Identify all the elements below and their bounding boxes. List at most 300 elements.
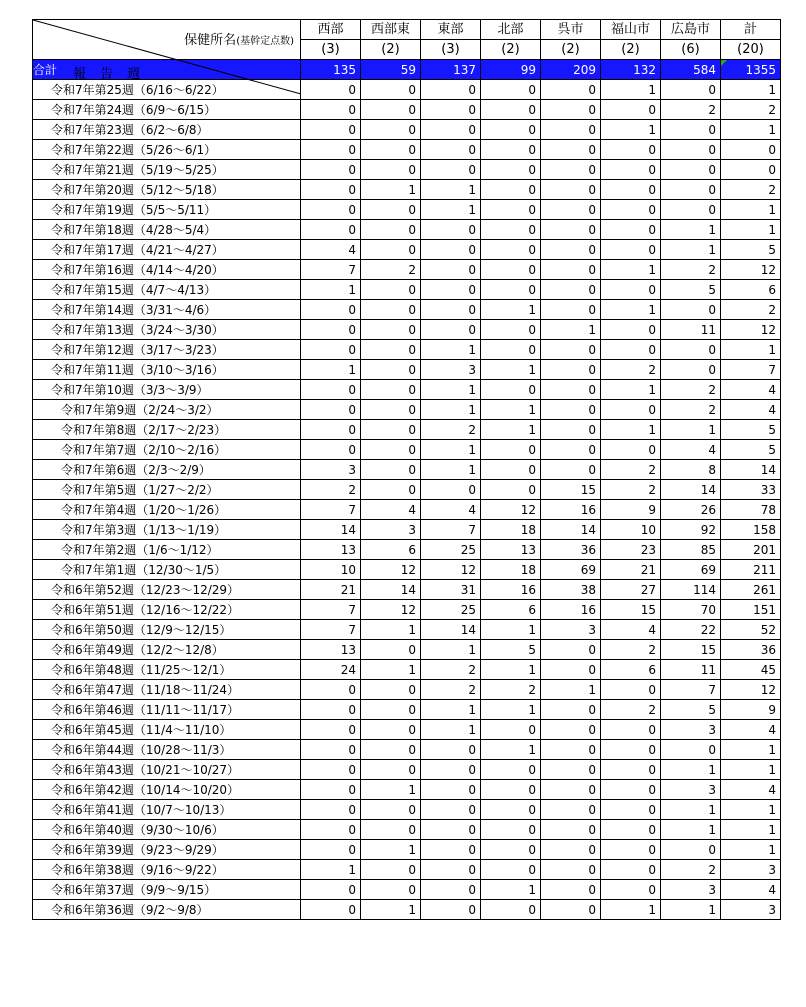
week-label: 令和6年第51週（12/16～12/22） [33, 600, 301, 620]
count-cell: 0 [301, 760, 361, 780]
count-cell: 0 [481, 340, 541, 360]
count-cell: 0 [481, 120, 541, 140]
count-cell: 0 [601, 780, 661, 800]
count-cell: 10 [301, 560, 361, 580]
count-cell: 0 [661, 180, 721, 200]
count-cell: 0 [421, 900, 481, 920]
count-cell: 0 [481, 280, 541, 300]
count-cell: 2 [661, 400, 721, 420]
col-header-name: 広島市 [661, 20, 721, 40]
count-cell: 2 [481, 680, 541, 700]
count-cell: 36 [721, 640, 781, 660]
count-cell: 1 [421, 640, 481, 660]
count-cell: 0 [721, 140, 781, 160]
table-row [33, 200, 781, 220]
col-header-count: (2) [361, 40, 421, 60]
count-cell: 2 [421, 660, 481, 680]
count-cell: 0 [421, 100, 481, 120]
week-label: 令和7年第18週（4/28～5/4） [33, 220, 301, 240]
count-cell: 0 [541, 740, 601, 760]
count-cell: 1 [721, 840, 781, 860]
count-cell: 1 [481, 740, 541, 760]
count-cell: 1 [601, 900, 661, 920]
count-cell: 1 [721, 800, 781, 820]
count-cell: 0 [361, 640, 421, 660]
count-cell: 1 [721, 200, 781, 220]
count-cell: 2 [421, 420, 481, 440]
count-cell: 2 [721, 180, 781, 200]
count-cell: 0 [481, 140, 541, 160]
count-cell: 1 [421, 440, 481, 460]
header-row-names [33, 20, 781, 40]
count-cell: 1 [301, 860, 361, 880]
count-cell: 9 [721, 700, 781, 720]
count-cell: 11 [661, 660, 721, 680]
total-cell: 132 [601, 60, 661, 80]
count-cell: 1 [301, 280, 361, 300]
table-row [33, 600, 781, 620]
count-cell: 211 [721, 560, 781, 580]
count-cell: 1 [361, 900, 421, 920]
week-label: 令和6年第37週（9/9～9/15） [33, 880, 301, 900]
count-cell: 0 [361, 720, 421, 740]
week-label: 令和6年第52週（12/23～12/29） [33, 580, 301, 600]
count-cell: 1 [421, 720, 481, 740]
count-cell: 2 [721, 100, 781, 120]
count-cell: 0 [601, 800, 661, 820]
count-cell: 15 [601, 600, 661, 620]
table-row [33, 740, 781, 760]
count-cell: 0 [541, 180, 601, 200]
week-label: 令和6年第44週（10/28～11/3） [33, 740, 301, 760]
count-cell: 0 [361, 340, 421, 360]
count-cell: 1 [541, 680, 601, 700]
count-cell: 1 [481, 300, 541, 320]
count-cell: 21 [301, 580, 361, 600]
count-cell: 0 [421, 860, 481, 880]
count-cell: 0 [541, 200, 601, 220]
table-row [33, 260, 781, 280]
count-cell: 0 [541, 660, 601, 680]
count-cell: 7 [661, 680, 721, 700]
count-cell: 2 [421, 680, 481, 700]
count-cell: 0 [541, 400, 601, 420]
count-cell: 0 [601, 240, 661, 260]
count-cell: 8 [661, 460, 721, 480]
count-cell: 0 [301, 100, 361, 120]
count-cell: 0 [541, 120, 601, 140]
corner-top-text: 保健所名 [184, 33, 237, 48]
count-cell: 0 [481, 800, 541, 820]
count-cell: 0 [481, 180, 541, 200]
count-cell: 1 [421, 460, 481, 480]
count-cell: 13 [481, 540, 541, 560]
table-row [33, 160, 781, 180]
count-cell: 0 [361, 220, 421, 240]
count-cell: 16 [481, 580, 541, 600]
count-cell: 7 [301, 600, 361, 620]
count-cell: 0 [481, 160, 541, 180]
count-cell: 0 [481, 480, 541, 500]
week-label: 令和6年第49週（12/2～12/8） [33, 640, 301, 660]
count-cell: 25 [421, 600, 481, 620]
count-cell: 2 [661, 380, 721, 400]
week-label: 令和6年第39週（9/23～9/29） [33, 840, 301, 860]
week-label: 令和7年第11週（3/10～3/16） [33, 360, 301, 380]
total-cell: 99 [481, 60, 541, 80]
count-cell: 0 [361, 300, 421, 320]
count-cell: 0 [541, 160, 601, 180]
count-cell: 0 [301, 780, 361, 800]
count-cell: 0 [421, 120, 481, 140]
count-cell: 0 [481, 460, 541, 480]
count-cell: 0 [541, 100, 601, 120]
count-cell: 0 [541, 380, 601, 400]
count-cell: 0 [301, 220, 361, 240]
col-header-count: (3) [421, 40, 481, 60]
count-cell: 0 [361, 440, 421, 460]
count-cell: 3 [661, 780, 721, 800]
count-cell: 0 [661, 200, 721, 220]
table-row [33, 660, 781, 680]
count-cell: 0 [601, 840, 661, 860]
table-row [33, 860, 781, 880]
table-row [33, 420, 781, 440]
count-cell: 10 [601, 520, 661, 540]
count-cell: 0 [481, 260, 541, 280]
count-cell: 2 [601, 640, 661, 660]
week-label: 令和7年第4週（1/20～1/26） [33, 500, 301, 520]
corner-top-note: (基幹定点数) [236, 36, 294, 47]
count-cell: 7 [421, 520, 481, 540]
count-cell: 0 [601, 200, 661, 220]
week-label: 令和6年第48週（11/25～12/1） [33, 660, 301, 680]
count-cell: 14 [361, 580, 421, 600]
count-cell: 1 [361, 840, 421, 860]
count-cell: 7 [301, 500, 361, 520]
count-cell: 4 [361, 500, 421, 520]
count-cell: 78 [721, 500, 781, 520]
table-row [33, 520, 781, 540]
count-cell: 1 [361, 780, 421, 800]
count-cell: 1 [601, 120, 661, 140]
count-cell: 2 [661, 260, 721, 280]
week-label: 令和7年第6週（2/3～2/9） [33, 460, 301, 480]
count-cell: 25 [421, 540, 481, 560]
count-cell: 5 [481, 640, 541, 660]
count-cell: 0 [601, 680, 661, 700]
table-row [33, 460, 781, 480]
count-cell: 1 [361, 620, 421, 640]
count-cell: 4 [721, 720, 781, 740]
total-cell: 59 [361, 60, 421, 80]
count-cell: 31 [421, 580, 481, 600]
count-cell: 1 [721, 820, 781, 840]
count-cell: 7 [301, 620, 361, 640]
count-cell: 0 [661, 120, 721, 140]
count-cell: 0 [661, 300, 721, 320]
count-cell: 0 [481, 440, 541, 460]
count-cell: 3 [361, 520, 421, 540]
table-row [33, 700, 781, 720]
count-cell: 14 [661, 480, 721, 500]
count-cell: 0 [361, 460, 421, 480]
count-cell: 0 [301, 300, 361, 320]
count-cell: 0 [541, 800, 601, 820]
week-label: 令和7年第16週（4/14～4/20） [33, 260, 301, 280]
col-header-count: (2) [601, 40, 661, 60]
count-cell: 0 [601, 140, 661, 160]
count-cell: 0 [361, 760, 421, 780]
table-row [33, 360, 781, 380]
count-cell: 0 [361, 140, 421, 160]
count-cell: 5 [721, 240, 781, 260]
table-row [33, 400, 781, 420]
count-cell: 0 [361, 200, 421, 220]
count-cell: 0 [601, 340, 661, 360]
count-cell: 1 [361, 660, 421, 680]
count-cell: 0 [421, 260, 481, 280]
count-cell: 0 [301, 740, 361, 760]
count-cell: 5 [721, 420, 781, 440]
week-label: 令和6年第43週（10/21～10/27） [33, 760, 301, 780]
count-cell: 2 [601, 460, 661, 480]
count-cell: 3 [661, 720, 721, 740]
count-cell: 14 [721, 460, 781, 480]
count-cell: 5 [661, 280, 721, 300]
count-cell: 1 [601, 80, 661, 100]
week-label: 令和7年第7週（2/10～2/16） [33, 440, 301, 460]
count-cell: 2 [361, 260, 421, 280]
count-cell: 6 [481, 600, 541, 620]
count-cell: 0 [601, 720, 661, 740]
count-cell: 4 [721, 880, 781, 900]
count-cell: 1 [661, 220, 721, 240]
col-header-count: (3) [301, 40, 361, 60]
week-label: 令和6年第38週（9/16～9/22） [33, 860, 301, 880]
count-cell: 0 [421, 840, 481, 860]
count-cell: 0 [301, 700, 361, 720]
count-cell: 261 [721, 580, 781, 600]
count-cell: 18 [481, 560, 541, 580]
count-cell: 38 [541, 580, 601, 600]
count-cell: 22 [661, 620, 721, 640]
count-cell: 70 [661, 600, 721, 620]
count-cell: 0 [481, 760, 541, 780]
count-cell: 0 [481, 720, 541, 740]
total-label: 合計 [33, 60, 301, 80]
count-cell: 0 [301, 320, 361, 340]
count-cell: 14 [421, 620, 481, 640]
count-cell: 0 [361, 380, 421, 400]
count-cell: 0 [541, 440, 601, 460]
count-cell: 13 [301, 640, 361, 660]
count-cell: 18 [481, 520, 541, 540]
table-row [33, 220, 781, 240]
table-row [33, 560, 781, 580]
count-cell: 0 [481, 200, 541, 220]
count-cell: 0 [301, 400, 361, 420]
count-cell: 0 [481, 220, 541, 240]
week-label: 令和7年第12週（3/17～3/23） [33, 340, 301, 360]
count-cell: 0 [421, 280, 481, 300]
count-cell: 1 [721, 120, 781, 140]
count-cell: 0 [601, 820, 661, 840]
week-label: 令和6年第40週（9/30～10/6） [33, 820, 301, 840]
col-header-name: 東部 [421, 20, 481, 40]
count-cell: 1 [601, 260, 661, 280]
week-label: 令和7年第19週（5/5～5/11） [33, 200, 301, 220]
count-cell: 0 [301, 180, 361, 200]
count-cell: 0 [421, 320, 481, 340]
count-cell: 2 [721, 300, 781, 320]
count-cell: 16 [541, 500, 601, 520]
count-cell: 12 [421, 560, 481, 580]
count-cell: 5 [661, 700, 721, 720]
count-cell: 0 [361, 480, 421, 500]
count-cell: 0 [541, 820, 601, 840]
count-cell: 0 [481, 240, 541, 260]
count-cell: 0 [661, 740, 721, 760]
count-cell: 1 [361, 180, 421, 200]
count-cell: 0 [541, 860, 601, 880]
count-cell: 3 [721, 860, 781, 880]
count-cell: 0 [541, 780, 601, 800]
count-cell: 0 [301, 900, 361, 920]
count-cell: 1 [601, 420, 661, 440]
week-label: 令和7年第14週（3/31～4/6） [33, 300, 301, 320]
count-cell: 0 [661, 840, 721, 860]
week-label: 令和7年第22週（5/26～6/1） [33, 140, 301, 160]
week-label: 令和7年第20週（5/12～5/18） [33, 180, 301, 200]
week-label: 令和7年第5週（1/27～2/2） [33, 480, 301, 500]
count-cell: 0 [361, 100, 421, 120]
count-cell: 3 [541, 620, 601, 640]
count-cell: 27 [601, 580, 661, 600]
count-cell: 0 [421, 140, 481, 160]
week-label: 令和7年第13週（3/24～3/30） [33, 320, 301, 340]
count-cell: 4 [661, 440, 721, 460]
table-row [33, 320, 781, 340]
count-cell: 0 [301, 200, 361, 220]
table-row [33, 480, 781, 500]
col-header-name: 呉市 [541, 20, 601, 40]
count-cell: 69 [541, 560, 601, 580]
count-cell: 0 [481, 320, 541, 340]
count-cell: 1 [541, 320, 601, 340]
count-cell: 24 [301, 660, 361, 680]
count-cell: 0 [601, 740, 661, 760]
week-label: 令和6年第45週（11/4～11/10） [33, 720, 301, 740]
count-cell: 14 [301, 520, 361, 540]
count-cell: 0 [661, 340, 721, 360]
count-cell: 1 [721, 760, 781, 780]
count-cell: 0 [301, 120, 361, 140]
count-cell: 0 [481, 100, 541, 120]
count-cell: 0 [301, 380, 361, 400]
corner-bottom-label: 報告週 [73, 67, 155, 82]
col-header-count: (20) [721, 40, 781, 60]
count-cell: 2 [601, 700, 661, 720]
count-cell: 0 [301, 820, 361, 840]
count-cell: 0 [301, 880, 361, 900]
week-label: 令和7年第9週（2/24～3/2） [33, 400, 301, 420]
count-cell: 13 [301, 540, 361, 560]
count-cell: 0 [361, 400, 421, 420]
count-cell: 0 [361, 860, 421, 880]
table-row [33, 900, 781, 920]
count-cell: 0 [481, 80, 541, 100]
count-cell: 0 [541, 640, 601, 660]
count-cell: 11 [661, 320, 721, 340]
count-cell: 2 [601, 360, 661, 380]
count-cell: 114 [661, 580, 721, 600]
count-cell: 6 [601, 660, 661, 680]
week-label: 令和7年第15週（4/7～4/13） [33, 280, 301, 300]
table-row [33, 500, 781, 520]
count-cell: 12 [361, 560, 421, 580]
count-cell: 4 [721, 380, 781, 400]
count-cell: 7 [721, 360, 781, 380]
count-cell: 0 [361, 280, 421, 300]
week-label: 令和7年第25週（6/16～6/22） [33, 80, 301, 100]
count-cell: 0 [301, 160, 361, 180]
count-cell: 1 [301, 360, 361, 380]
table-row [33, 180, 781, 200]
corner-top-label [184, 32, 294, 51]
count-cell: 0 [541, 240, 601, 260]
week-label: 令和6年第50週（12/9～12/15） [33, 620, 301, 640]
count-cell: 0 [661, 80, 721, 100]
count-cell: 0 [361, 80, 421, 100]
count-cell: 0 [361, 880, 421, 900]
table-row [33, 840, 781, 860]
count-cell: 0 [361, 360, 421, 380]
table-row [33, 440, 781, 460]
count-cell: 0 [541, 700, 601, 720]
count-cell: 151 [721, 600, 781, 620]
count-cell: 1 [481, 400, 541, 420]
table-row [33, 380, 781, 400]
table-row [33, 680, 781, 700]
count-cell: 0 [361, 800, 421, 820]
col-header-name: 西部東 [361, 20, 421, 40]
count-cell: 0 [601, 160, 661, 180]
count-cell: 7 [301, 260, 361, 280]
count-cell: 1 [661, 420, 721, 440]
table-row [33, 640, 781, 660]
table-row [33, 800, 781, 820]
col-header-count: (2) [541, 40, 601, 60]
col-header-name: 西部 [301, 20, 361, 40]
count-cell: 0 [541, 760, 601, 780]
count-cell: 0 [541, 420, 601, 440]
count-cell: 0 [421, 820, 481, 840]
count-cell: 3 [301, 460, 361, 480]
count-cell: 3 [661, 880, 721, 900]
count-cell: 0 [301, 800, 361, 820]
count-cell: 0 [601, 400, 661, 420]
count-cell: 1 [481, 700, 541, 720]
count-cell: 26 [661, 500, 721, 520]
count-cell: 1 [721, 740, 781, 760]
count-cell: 0 [361, 240, 421, 260]
count-cell: 2 [601, 480, 661, 500]
week-label: 令和6年第46週（11/11～11/17） [33, 700, 301, 720]
table-row [33, 780, 781, 800]
count-cell: 15 [661, 640, 721, 660]
count-cell: 0 [661, 160, 721, 180]
